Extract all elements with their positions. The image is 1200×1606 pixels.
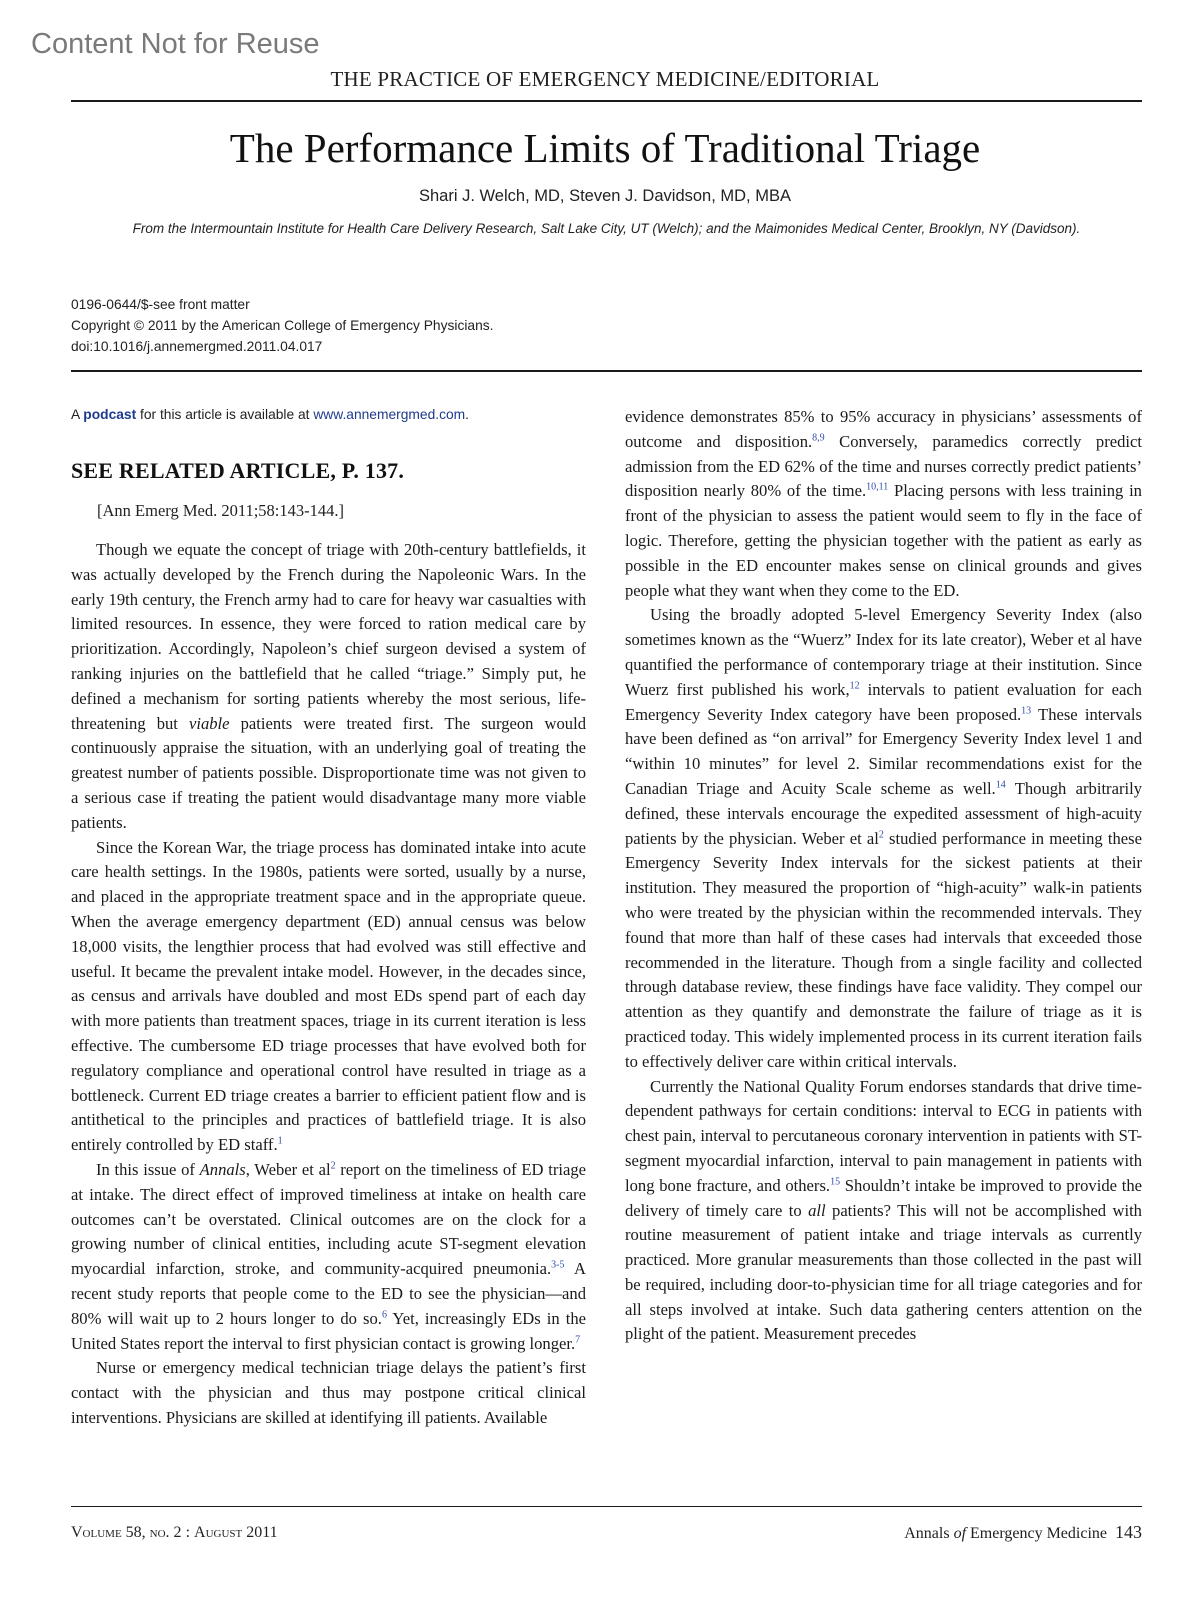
issn-line: 0196-0644/$-see front matter — [71, 297, 250, 312]
reference-link[interactable]: 14 — [995, 779, 1006, 791]
header-rule — [71, 100, 1142, 102]
footer-separator: : — [181, 1524, 195, 1541]
watermark: Content Not for Reuse — [31, 28, 320, 60]
paragraph-5: Using the broadly adopted 5-level Emergency Severity Index (also sometimes known as the “Wuerz” Index for its late creator), Weber et al have quantified the performance of contemporary triage at their institution. Since Wuerz first published his work,$^{12}$ intervals to patient evaluation for each Emergency Severity Index category have been proposed.$^{13}$ These intervals have been defined as “on arrival” for Emergency Severity Index level 1 and “within 10 minutes” for level 2. Similar recommendations exist for the Canadian Triage and Acuity Scale scheme as well.$^{14}$ Though arbitrarily defined, these intervals encourage the expedited assessment of high-acuity patients by the physician. Weber et $al^2$ studied performance in meeting these Emergency Severity Index intervals for the sickest patients at their institution. They measured the proportion of “high-acuity” walk-in patients who were treated by the physician within the recommended intervals. They found that more than half of these cases had intervals that exceeded those recommended in the literature. Though from a single facility and collected through database review, these findings have face validity. They compel our attention as they quantify and demonstrate the failure of triage as it is practiced today. This widely implemented process in its current iteration fails to effectively deliver care within critical intervals. — [625, 605, 1142, 1071]
reference-link[interactable]: 13 — [1021, 705, 1032, 717]
see-related-heading: SEE RELATED ARTICLE, P. 137. — [71, 458, 405, 483]
reference-link[interactable]: 3-5 — [551, 1259, 565, 1271]
podcast-url-link[interactable]: www.annemergmed.com — [313, 407, 466, 422]
reference-link[interactable]: 12 — [849, 680, 860, 692]
doi-line: doi:10.1016/j.annemergmed.2011.04.017 — [71, 339, 323, 354]
paragraph-1: Though we equate the concept of triage with 20th-century battlefields, it was actually developed by the French during the Napoleonic Wars. In the early 19th century, the French army had to care for heavy war casualties with limited resources. In essence, they were forced to ration medical care by prioritization. Accordingly, Napoleon’s chief surgeon devised a system of ranking injuries on the battlefield that he called “triage.” Simply put, he defined a mechanism for sorting patients whereby the most serious, life-threatening but viable patients were treated first. The surgeon would continuously appraise the situation, with an underlying goal of treating the greatest number of patients possible. Disproportionate time was not given to a serious case if treating the patient would disadvantage many more viable patients. — [71, 540, 586, 832]
section-header: THE PRACTICE OF EMERGENCY MEDICINE/EDITORIAL — [330, 67, 880, 91]
reference-link[interactable]: 1 — [277, 1135, 283, 1147]
reference-link[interactable]: 7 — [575, 1333, 581, 1345]
authors: Shari J. Welch, MD, Steven J. Davidson, MD, MBA — [419, 187, 791, 205]
paragraph-4-start — [71, 1356, 586, 1430]
page-number: 143 — [1115, 1522, 1142, 1542]
podcast-link[interactable]: podcast — [83, 407, 137, 422]
paragraph-3: In this issue of Annals, Weber et $al^2$ report on the timeliness of ED triage at intake. The direct effect of improved timeliness at intake on health care outcomes can’t be overstated. Clinical outcomes are on the clock for a growing number of clinical entities, including acute ST-segment elevation myocardial infarction, stroke, and community-acquired pneumonia.$^{3-5}$ A recent study reports that people come to the ED to see the physician—and 80% will wait up to 2 hours longer to do so.$^6$ Yet, increasingly EDs in the United States report the interval to first physician contact is growing longer.$^7$ — [71, 1159, 587, 1353]
footer-journal: Annals of Emergency Medicine 143 — [904, 1522, 1142, 1542]
podcast-middle: for this article is available at — [136, 407, 314, 422]
reference-link[interactable]: 10,11 — [866, 481, 889, 493]
footer-volume: Volume 58, no. 2 — [71, 1524, 182, 1541]
affiliation: From the Intermountain Institute for Health Care Delivery Research, Salt Lake City, UT (Welch); and the Maimonides Medical Center, Brooklyn, NY (Davidson). — [132, 221, 1081, 236]
footer-issue — [71, 1524, 278, 1542]
podcast-suffix: . — [465, 407, 469, 422]
footer-rule — [71, 1506, 1142, 1507]
paragraph-4-continued — [625, 405, 1142, 603]
paragraph-4-text-start: Nurse or emergency medical technician triage delays the patient’s first contact with the physician and thus may postpone critical clinical interventions. Physicians are skilled at identifying ill patients. Available — [71, 1358, 586, 1427]
paragraph-6: Currently the National Quality Forum endorses standards that drive time-dependent pathways for certain conditions: interval to ECG in patients with chest pain, interval to percutaneous coronary intervention in patients with ST-segment myocardial infarction, interval to pain management in patients with long bone fracture, and others.$^{15}$ Shouldn’t intake be improved to provide the delivery of timely care to all patients? This will not be accomplished with routine measurement of patient intake and triage intervals as currently practiced. More granular measurements than those collected in the past will be required, including door-to-physician time for all triage categories and for all steps involved at intake. Such data gathering centers attention on the plight of the patient. Measurement precedes — [625, 1076, 1142, 1344]
section-rule — [71, 370, 1142, 372]
paragraph-4-text: Placing persons with less training in front of the physician to assess the patient would seem to fly in the face of logic. Therefore, getting the physician together with the patient as early as possible in the ED encounter makes sense on clinical grounds and gives people what they want when they come to the ED. — [625, 481, 1142, 600]
footer-date: August 2011 — [194, 1524, 278, 1541]
paragraph-4-text: Conversely, paramedics correctly predict admission from the ED 62% of the time and nurses correctly predict patients’ disposition nearly 80% of the time. — [625, 431, 1142, 501]
left-column — [71, 538, 586, 1431]
podcast-note — [71, 407, 469, 422]
article-title: The Performance Limits of Traditional Triage — [229, 125, 981, 171]
reference-link[interactable]: 8,9 — [812, 432, 825, 444]
reference-link[interactable]: 2 — [330, 1160, 336, 1172]
reference-link[interactable]: 6 — [381, 1309, 387, 1321]
reference-link[interactable]: 15 — [830, 1176, 841, 1188]
podcast-prefix: A — [71, 407, 84, 422]
right-column — [625, 405, 1142, 1347]
copyright-line: Copyright © 2011 by the American College of Emergency Physicians. — [71, 318, 494, 333]
paragraph-4-text: evidence demonstrates 85% to 95% accuracy in physicians’ assessments of outcome and disposition. — [625, 407, 1142, 451]
citation: [Ann Emerg Med. 2011;58:143-144.] — [97, 501, 345, 520]
copyright-block — [71, 294, 494, 357]
paragraph-2: Since the Korean War, the triage process has dominated intake into acute care health settings. In the 1980s, patients were sorted, usually by a nurse, and placed in the appropriate treatment space and in the appropriate queue. When the average emergency department (ED) annual census was below 18,000 visits, the lengthier process that had evolved was still effective and useful. It became the prevalent intake model. However, in the decades since, as census and arrivals have doubled and most EDs spend part of each day with more patients than treatment spaces, triage in its current iteration is less effective. The cumbersome ED triage processes that have evolved both for regulatory compliance and operational control have resulted in triage as a bottleneck. Current ED triage creates a barrier to efficient patient flow and is antithetical to the principles and practices of battlefield triage. It is also entirely controlled by ED staff.$^1$ — [71, 837, 586, 1155]
reference-link[interactable]: 2 — [878, 829, 884, 841]
